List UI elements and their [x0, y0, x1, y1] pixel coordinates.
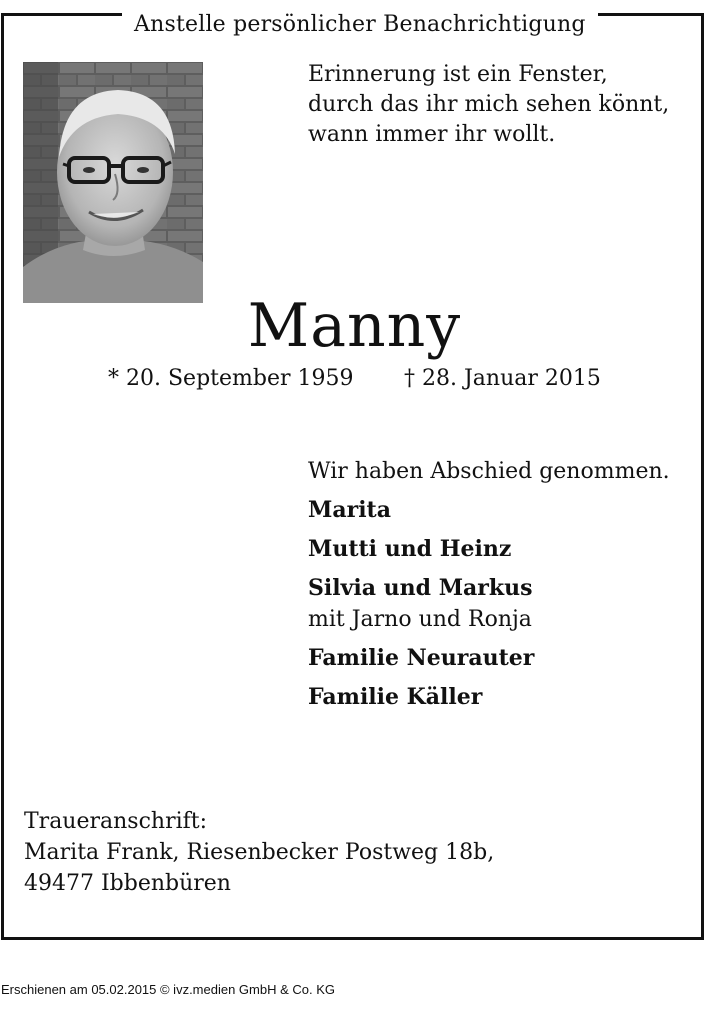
- mourners-list: [308, 456, 670, 713]
- portrait-photo-icon: [23, 62, 203, 303]
- mourner-entry: Familie Käller: [308, 684, 483, 710]
- mourners-intro: Wir haben Abschied genommen.: [308, 459, 670, 484]
- mourning-address: [24, 806, 494, 899]
- poem-line: Erinnerung ist ein Fenster,: [308, 62, 608, 87]
- address-line: 49477 Ibbenbüren: [24, 871, 231, 896]
- death-date: † 28. Januar 2015: [404, 366, 601, 391]
- address-label: Traueranschrift:: [24, 809, 208, 834]
- birth-date: * 20. September 1959: [108, 366, 354, 391]
- mourner-entry: Silvia und Markus: [308, 575, 533, 601]
- poem-line: durch das ihr mich sehen könnt,: [308, 92, 670, 117]
- mourner-entry: Mutti und Heinz: [308, 536, 512, 562]
- mourner-entry: Marita: [308, 497, 391, 523]
- deceased-name: Manny: [247, 291, 462, 361]
- header-title: Anstelle persönlicher Benachrichtigung: [122, 12, 598, 38]
- mourner-subline: mit Jarno und Ronja: [308, 607, 532, 632]
- publication-credit: Erschienen am 05.02.2015 © ivz.medien GmbH & Co. KG: [1, 982, 336, 997]
- mourner-entry: Familie Neurauter: [308, 645, 535, 671]
- address-line: Marita Frank, Riesenbecker Postweg 18b,: [24, 840, 495, 865]
- poem: [308, 60, 669, 150]
- poem-line: wann immer ihr wollt.: [308, 122, 556, 147]
